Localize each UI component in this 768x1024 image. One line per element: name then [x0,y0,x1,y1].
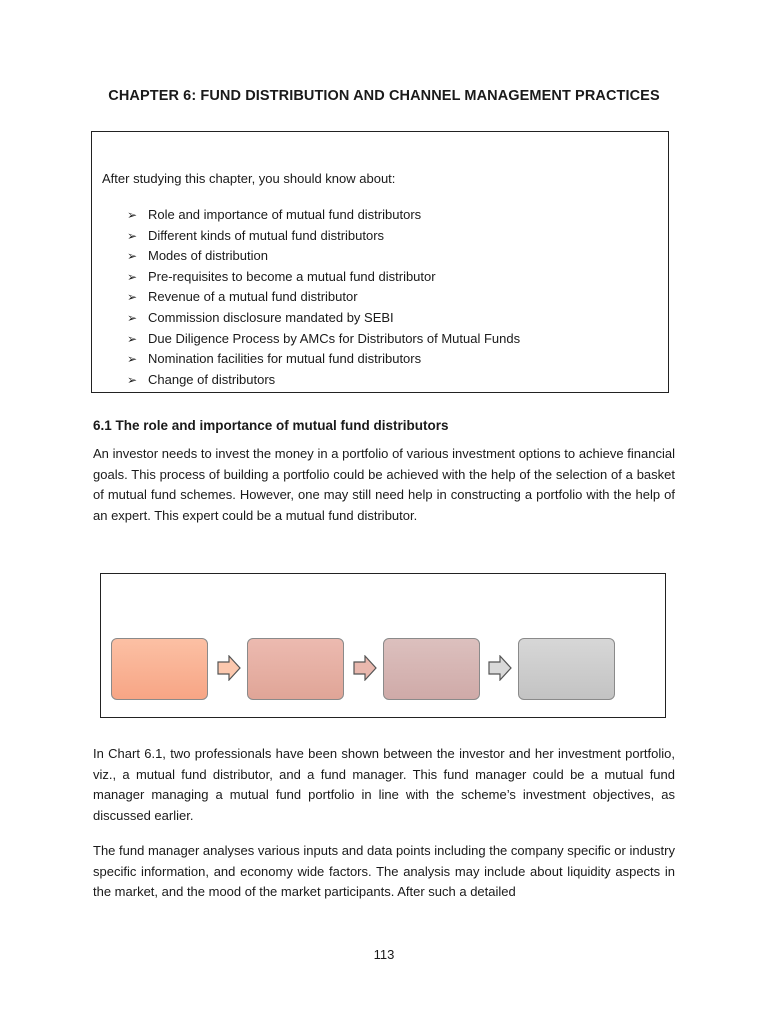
objective-item [127,329,520,350]
arrow-shape [218,656,240,680]
arrow-bullet-icon: ➢ [127,228,138,243]
objective-item [127,287,520,308]
flow-box-4 [518,638,615,700]
arrow-shape [354,656,376,680]
arrow-bullet-icon: ➢ [127,269,138,284]
flow-box-3 [383,638,480,700]
arrow-bullet-icon: ➢ [127,331,138,346]
arrow-bullet-icon: ➢ [127,372,138,387]
page-number: 113 [373,947,395,962]
objectives-list [127,205,520,390]
arrow-bullet-icon: ➢ [127,249,138,264]
objective-item [127,370,520,391]
flow-chart [100,573,666,718]
flow-box-2 [247,638,344,700]
objective-text: Change of distributors [148,371,276,387]
right-arrow-icon [353,655,377,681]
objective-text: Nomination facilities for mutual fund distributors [148,351,422,367]
objective-item [127,226,520,247]
right-arrow-icon [217,655,241,681]
paragraph: In Chart 6.1, two professionals have been shown between the investor and her investment portfolio, viz., a mutual fund distributor, and a fund manager. This fund manager could be a mutual fund manager managing a mutual fund portfolio in line with the scheme’s investment objectives, as discussed earlier. [93,746,675,823]
objective-text: Revenue of a mutual fund distributor [148,289,358,305]
chapter-title: CHAPTER 6: FUND DISTRIBUTION AND CHANNEL MANAGEMENT PRACTICES [108,88,660,104]
paragraph: The fund manager analyses various inputs and data points including the company specific or industry specific information, and economy wide factors. The analysis may include about liquidity aspects in the market, and the mood of the market participants. After such a detailed [93,843,675,900]
objective-item [127,205,520,226]
objective-text: Different kinds of mutual fund distributors [148,227,385,243]
objective-item [127,267,520,288]
objective-text: Role and importance of mutual fund distributors [148,207,422,222]
learning-objectives-box [91,131,669,393]
arrow-bullet-icon: ➢ [127,290,138,305]
paragraph: An investor needs to invest the money in a portfolio of various investment options to achieve financial goals. This process of building a portfolio could be achieved with the help of the selection of a basket of mutual fund schemes. However, one may still need help in constructing a portfolio with the help of an expert. This expert could be a mutual fund distributor. [93,446,675,523]
arrow-bullet-icon: ➢ [127,310,138,325]
objectives-intro: After studying this chapter, you should know about: [102,171,396,186]
arrow-bullet-icon: ➢ [127,352,138,367]
objective-text: Pre-requisites to become a mutual fund distributor [148,268,436,284]
objective-text: Modes of distribution [148,248,268,264]
section-heading: 6.1 The role and importance of mutual fund distributors [93,418,449,433]
objective-item [127,349,520,370]
arrow-shape [489,656,511,680]
right-arrow-icon [488,655,512,681]
arrow-bullet-icon: ➢ [127,208,138,222]
objective-item [127,308,520,329]
objective-text: Commission disclosure mandated by SEBI [148,309,394,325]
flow-box-1 [111,638,208,700]
objective-text: Due Diligence Process by AMCs for Distributors of Mutual Funds [148,330,521,346]
objective-item [127,246,520,267]
